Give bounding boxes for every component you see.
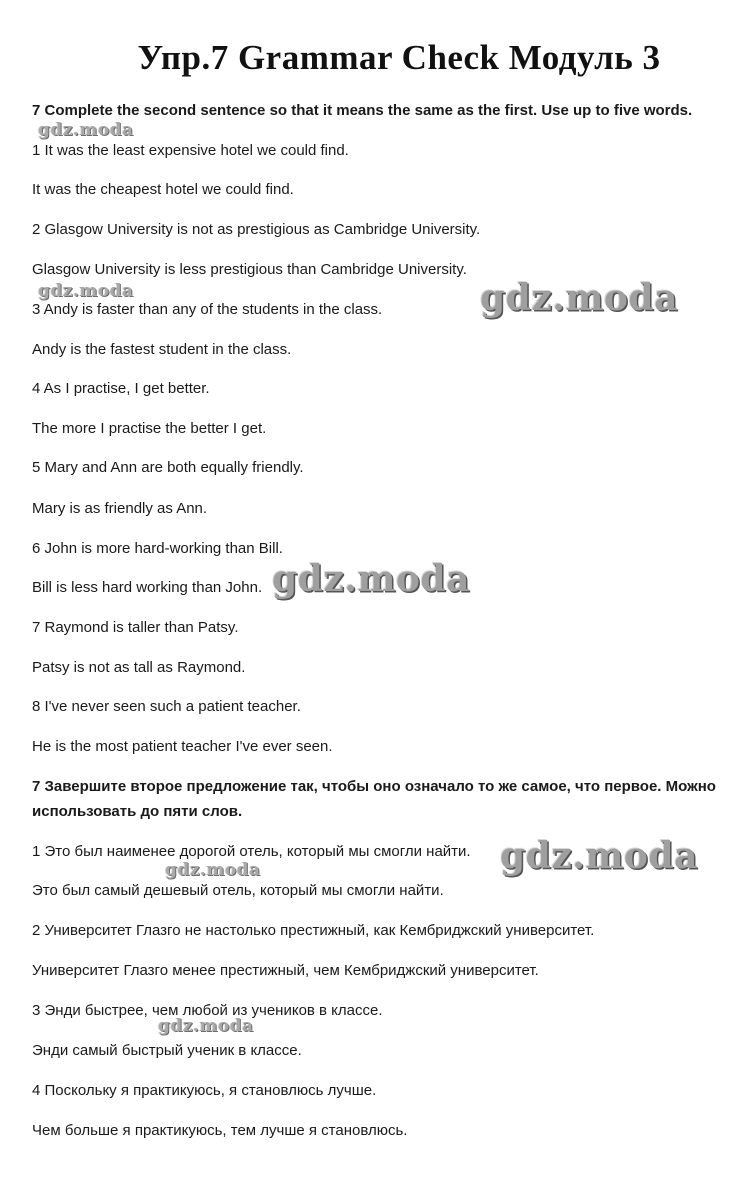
ru-line-2: Это был самый дешевый отель, который мы смогли найти. <box>32 882 444 899</box>
en-line-4: Glasgow University is less prestigious than Cambridge University. <box>32 261 467 278</box>
english-instruction: 7 Complete the second sentence so that it means the same as the first. Use up to five words. <box>32 102 693 119</box>
en-line-15: 8 I've never seen such a patient teacher. <box>32 698 301 715</box>
ru-line-4: Университет Глазго менее престижный, чем Кембриджский университет. <box>32 962 539 979</box>
ru-line-1: 1 Это был наименее дорогой отель, который мы смогли найти. <box>32 843 471 860</box>
page-title: Упр.7 Grammar Check Модуль 3 <box>137 38 661 77</box>
watermark-logo: gdz.moda <box>272 558 470 600</box>
en-line-5: 3 Andy is faster than any of the students in the class. <box>32 301 383 318</box>
en-line-12: Bill is less hard working than John. <box>32 579 263 596</box>
watermark-logo: gdz.moda <box>165 860 261 880</box>
russian-instruction-line1: 7 Завершите второе предложение так, чтобы оно означало то же самое, что первое. Можно <box>32 778 716 795</box>
ru-line-7: 4 Поскольку я практикуюсь, я становлюсь лучше. <box>32 1082 377 1099</box>
en-line-16: He is the most patient teacher I've ever seen. <box>32 738 333 755</box>
en-line-10: Mary is as friendly as Ann. <box>32 500 208 517</box>
en-line-3: 2 Glasgow University is not as prestigious as Cambridge University. <box>32 221 481 238</box>
en-line-11: 6 John is more hard-working than Bill. <box>32 540 283 557</box>
watermark-logo: gdz.moda <box>500 835 698 877</box>
russian-instruction-line2: использовать до пяти слов. <box>32 803 243 820</box>
en-line-2: It was the cheapest hotel we could find. <box>32 181 294 198</box>
watermark-logo: gdz.moda <box>38 281 134 301</box>
watermark-logo: gdz.moda <box>158 1016 254 1036</box>
en-line-6: Andy is the fastest student in the class. <box>32 341 292 358</box>
watermark-logo: gdz.moda <box>480 277 678 319</box>
ru-line-8: Чем больше я практикуюсь, тем лучше я становлюсь. <box>32 1122 408 1139</box>
en-line-13: 7 Raymond is taller than Patsy. <box>32 619 239 636</box>
en-line-7: 4 As I practise, I get better. <box>32 380 210 397</box>
ru-line-5: 3 Энди быстрее, чем любой из учеников в классе. <box>32 1002 383 1019</box>
ru-line-6: Энди самый быстрый ученик в классе. <box>32 1042 302 1059</box>
en-line-1: 1 It was the least expensive hotel we could find. <box>32 142 349 159</box>
en-line-9: 5 Mary and Ann are both equally friendly. <box>32 459 304 476</box>
watermark-logo: gdz.moda <box>38 120 134 140</box>
ru-line-3: 2 Университет Глазго не настолько престижный, как Кембриджский университет. <box>32 922 595 939</box>
en-line-8: The more I practise the better I get. <box>32 420 267 437</box>
en-line-14: Patsy is not as tall as Raymond. <box>32 659 246 676</box>
